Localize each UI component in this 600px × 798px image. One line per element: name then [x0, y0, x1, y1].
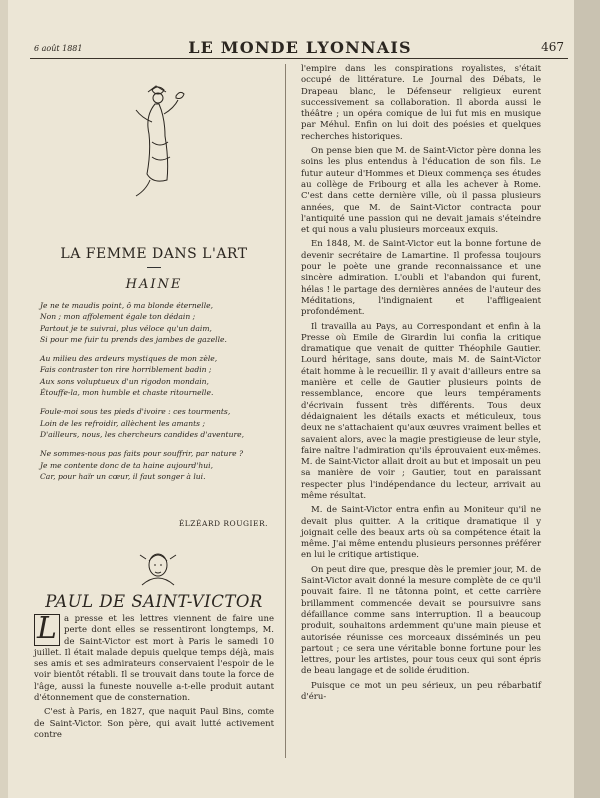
issue-date: 6 août 1881	[34, 44, 83, 53]
paragraph: On pense bien que M. de Saint-Victor père donna les soins les plus entendus à l'éducation de son fils. Le futur auteur d'Hommes et Dieux commença ses études au collège de Fribourg et alla les achever à Rome. C'est dans cette dernière ville, où il passa plusieurs années, que M. de Saint-Victor contracta pour l'antiquité une passion qui ne devait jamais s'éteindre et qui nous a valu plusieurs morceaux exquis.	[301, 146, 541, 236]
paragraph	[34, 611, 274, 704]
paragraph: M. de Saint-Victor entra enfin au Moniteur qu'il ne devait plus quitter. A la critique dramatique il y joignait celle des beaux arts où sa compétence était la même. J'ai même entendu plusieurs personnes préférer en lui le critique artistique.	[301, 505, 542, 561]
poem-line: Étouffe-la, mon humble et chaste ritournelle.	[40, 388, 214, 398]
masthead-title: LE MONDE LYONNAIS	[188, 38, 412, 57]
paragraph: l'empire dans les conspirations royalistes, s'était occupé de littérature. Le Journal des Débats, le Drapeau blanc, le Défenseur religieux eurent successivement sa collaboration. Il aborda aussi le théâtre ; un opéra comique de lui fut mis en musique par Méhul. Enfin on lui doit des poésies et quelques recherches historiques.	[301, 64, 541, 142]
page-number: 467	[541, 40, 564, 54]
poem-signature: ÉLZÉARD ROUGIER.	[178, 519, 268, 528]
poem-title: HAINE	[125, 277, 183, 292]
poem-line: Si pour me fuir tu prends des jambes de gazelle.	[40, 334, 227, 344]
article-title-la-femme-dans-l-art: LA FEMME DANS L'ART	[60, 246, 248, 262]
paragraph: Puisque ce mot un peu sérieux, un peu rébarbatif d'éru-	[301, 680, 541, 703]
obituary-start	[34, 611, 274, 741]
paragraph: Il travailla au Pays, au Correspondant et enfin à la Presse où Emile de Girardin lui confia la critique dramatique que venait de quitter Théophile Gautier. Lourd héritage, sans doute, mais M. de Saint-Victor était homme à le recueillir. Il y avait d'ailleurs entre sa manière et celle de Gautier plusieurs points de ressemblance, encore que leurs tempéraments d'écrivain fussent très différents. Tous deux dédaignaient les détails exacts et méticuleux, tous deux ne s'attachaient qu'aux œuvres vraiment belles et savaient alors, avec la magie prestigieuse de leur style, faire naître l'admiration qu'ils éprouvaient eux-mêmes. M. de Saint-Victor allait droit au but et imposait un peu sa manière de voir ; Gautier, tout en paraissant respecter plus l'indépendance du lecteur, arrivait au même résultat.	[301, 321, 541, 501]
stanza	[40, 406, 274, 440]
page-edge-left	[0, 0, 8, 798]
poem-line: Au milieu des ardeurs mystiques de mon zèle,	[40, 354, 218, 364]
paragraph: En 1848, M. de Saint-Victor eut la bonne fortune de devenir secrétaire de Lamartine. Il professa toujours pour le poète une grande reconnaissance et une sincère admiration. L'oubli et l'abandon qui furent, hélas ! le partage des dernières années de l'auteur des Méditations, l'indignaient et l'affligeaient profondément.	[301, 239, 541, 318]
portrait-vignette-illustration	[138, 545, 178, 587]
column-divider	[285, 64, 286, 758]
poem	[40, 300, 274, 490]
article-title-paul-de-saint-victor: PAUL DE SAINT-VICTOR	[45, 592, 263, 611]
poem-line: D'ailleurs, nous, les chercheurs candides d'aventure,	[40, 429, 245, 439]
stanza	[40, 448, 274, 482]
poem-line: Je ne te maudis point, ô ma blonde éternelle,	[40, 301, 214, 310]
paragraph: On peut dire que, presque dès le premier jour, M. de Saint-Victor avait donné la mesure complète de ce qu'il pouvait faire. Il ne tâtonna point, et cette carrière brillamment commencée devait se poursuivre sans défaillance comme sans interruption. Il a beaucoup produit, souhaitons ardemment qu'une main pieuse et autorisée réunisse ces morceaux disséminés un peu partout ; ce sera une véritable bonne fortune pour les lettres, pour les artistes, pour tous ceux qui sont épris de beau langage et de solide érudition.	[301, 564, 541, 677]
title-rule	[147, 267, 161, 268]
stanza	[40, 300, 274, 345]
poem-line: Je me contente donc de ta haine aujourd'hui,	[40, 460, 214, 470]
poem-line: Fais contraster ton rire horriblement badin ;	[40, 365, 212, 375]
drop-cap: L	[34, 614, 60, 646]
paragraph: C'est à Paris, en 1827, que naquit Paul Bins, comte de Saint-Victor. Son père, qui avait lutté activement contre	[34, 707, 274, 740]
poem-line: Foule-moi sous tes pieds d'ivoire : ces tourments,	[40, 407, 231, 417]
poem-line: Loin de les refroidir, allèchent les amants ;	[40, 418, 206, 428]
page-edge-right	[574, 0, 600, 798]
poem-line: Partout je te suivrai, plus véloce qu'un daim,	[40, 323, 212, 333]
woman-figure-illustration	[122, 82, 192, 202]
left-column	[34, 62, 274, 762]
stanza	[40, 353, 274, 398]
right-column	[301, 64, 541, 764]
poem-line: Ne sommes-nous pas faits pour souffrir, par nature ?	[40, 449, 244, 459]
paragraph-text: a presse et les lettres viennent de faire une perte dont elles se ressentiront longtemps, M. de Saint-Victor est mort à Paris le samedi 10 juillet. Il était malade depuis quelque temps déjà, mais ses amis et ses admirateurs conservaient l'espoir de le voir bientôt rétabli. Il se trouvait dans toute la force de l'âge, aussi la funeste nouvelle a-t-elle produit autant d'étonnement que de consternation.	[34, 614, 274, 704]
poem-line: Non ; mon affolement égale ton dédain ;	[40, 312, 196, 322]
poem-line: Aux sons voluptueux d'un rigodon mondain,	[40, 376, 209, 386]
poem-line: Car, pour haïr un cœur, il faut songer à lui.	[40, 471, 206, 481]
header-rule	[30, 58, 568, 59]
